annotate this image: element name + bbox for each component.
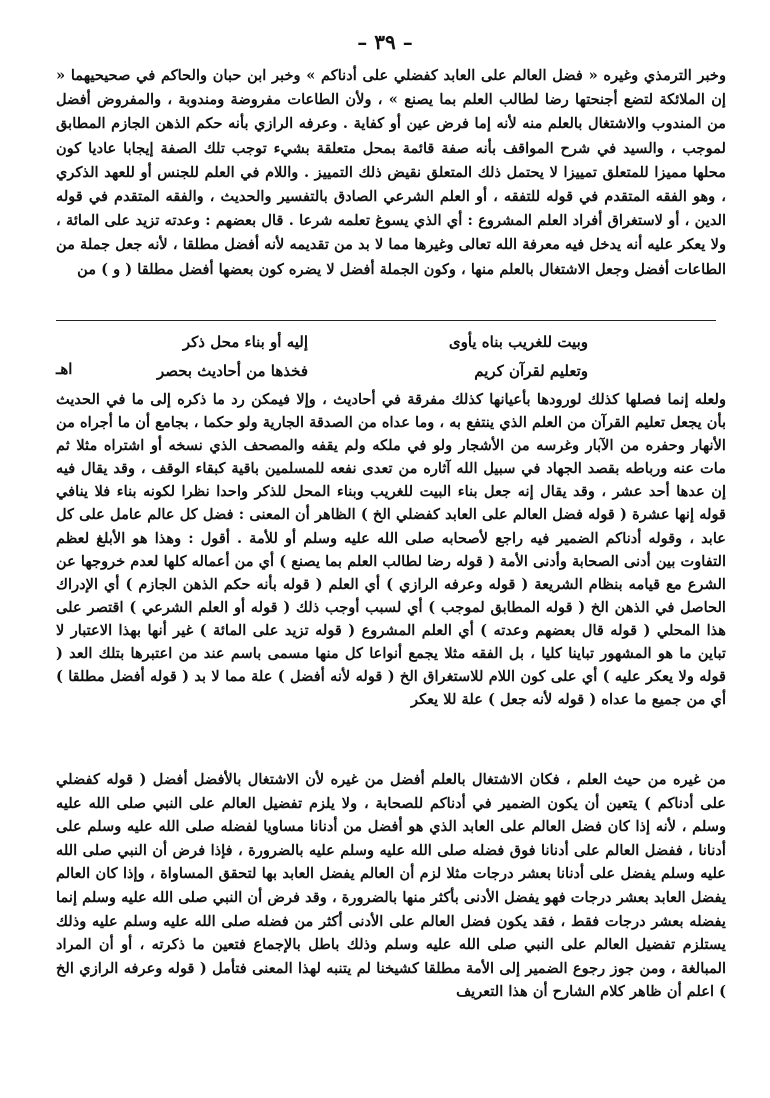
page-number: – ٣٩ – (357, 30, 413, 54)
verse-line-2-first-hemistich: وتعليم لقرآن كريم (474, 362, 588, 380)
commentary-paragraph (56, 388, 726, 711)
verse-end-mark: اهـ (56, 360, 73, 378)
main-text-body: وخبر الترمذي وغيره « فضل العالم على العابد كفضلي على أدناكم » وخبر ابن حبان والحاكم في صحيحيهما « إن الملائكة لتضع أجنحتها رضا لطالب العلم بما يصنع » ، ولأن الطاعات مفروضة ومندوبة ، والمفروض أفضل من المندوب والاشتغال بالعلم منه لأنه إما فرض عين أو كفاية . وعرفه الرازي بأنه حكم الذهن الجازم المطابق لموجب ، والسيد في شرح المواقف بأنه صفة قائمة بمحل متعلقة بشيء توجب تلك الصفة إيجابا عاديا كون محلها مميزا للمتعلق تمييزا لا يحتمل ذلك المتعلق نقيض ذلك التمييز . واللام في العلم للجنس أو للعهد الذكري ، وهو الفقه المتقدم في قوله للتفقه ، أو العلم الشرعي الصادق بالتفسير والحديث ، والفقه المتقدم في قوله الدين ، أو لاستغراق أفراد العلم المشروع : أي الذي يسوغ تعلمه شرعا . قال بعضهم : وعدته تزيد على المائة ، ولا يعكر عليه أنه يدخل فيه معرفة الله تعالى وغيرها مما لا بد من تقديمه لأنه أفضل مطلقا ، لأنه جعل جملة من الطاعات أفضل وجعل الاشتغال بالعلم منها ، وكون الجملة أفضل لا يضره كون بعضها أفضل مطلقا ( و ) من (56, 67, 726, 278)
verse-line-1-second-hemistich: إليه أو بناء محل ذكر (182, 333, 308, 351)
commentary-body: ولعله إنما فصلها كذلك لورودها بأعيانها كذلك مفرقة في أحاديث ، وإلا فيمكن رد ما ذكره إلى ما في الحديث بأن يجعل تعليم القرآن من العلم الذي ينتفع به ، وما عداه من الصدقة الجارية ولو حكما ، بجامع أن ما أجراه من الأنهار وحفره من الآبار وغرسه من الأشجار ولو في ملكه ولم يقفه والمصحف الذي نسخه أو اشتراه مثلا ثم مات عنه ورباطه بقصد الجهاد في سبيل الله آثاره من تعدى نفعه للمسلمين باقية كبقاء الوقف ، وقد يقال فيه إن عدها أحد عشر ، وقد يقال إنه جعل بناء البيت للغريب وبناء المحل للذكر واحدا نظرا لكونه بناء فلا ينافي قوله إنها عشرة ( قوله فضل العالم على العابد كفضلي الخ ) الظاهر أن المعنى : فضل كل عالم عامل على كل عابد ، وقوله أدناكم الضمير فيه راجع لأصحابه صلى الله عليه وسلم أو للأمة . أقول : وهذا هو الأبلغ لعظم التفاوت بين أدنى الصحابة وأدنى الأمة ( قوله رضا لطالب العلم بما يصنع ) أي من أعماله كلها لعدم خروجها عن الشرع مع قيامه بنظام الشريعة ( قوله وعرفه الرازي ) أي العلم ( قوله بأنه حكم الذهن الجازم ) أي الإدراك الحاصل في الذهن الخ ( قوله المطابق لموجب ) أي لسبب أوجب ذلك ( قوله أو العلم الشرعي ) اقتصر على هذا المحلي ( قوله قال بعضهم وعدته ) أي العلم المشروع ( قوله تزيد على المائة ) غير أنها بهذا الاعتبار لا تباين ما هو المشهور تباينا كليا ، بل الفقه مثلا يجمع أنواعا كل منها مسمى باسم عند من اعتبرها بتلك العد ( قوله ولا يعكر عليه ) أي على كون اللام للاستغراق الخ ( قوله لأنه أفضل ) علة مما لا بد ( قوله أفضل مطلقا ) أي من جميع ما عداه ( قوله لأنه جعل ) علة للا يعكر (56, 391, 726, 709)
footnote-separator-rule (56, 320, 716, 321)
gloss-paragraph (56, 768, 726, 1004)
main-text-paragraph (56, 64, 726, 282)
gloss-body: من غيره من حيث العلم ، فكان الاشتغال بالعلم أفضل من غيره لأن الاشتغال بالأفضل أفضل ( قوله كفضلي على أدناكم ) يتعين أن يكون الضمير في أدناكم للصحابة ، ولا يلزم تفضيل العالم على النبي صلى الله عليه وسلم ، لأنه إذا كان فضل العالم على العابد الذي هو أفضل من أدنانا مساويا لفضله صلى الله عليه وسلم على أدنانا ، ففضل العالم على أدنانا فوق فضله صلى الله عليه وسلم عليه بالضرورة ، فإذا فرض أن النبي صلى الله عليه وسلم يفضل على أدنانا بعشر درجات مثلا لزم أن العالم يفضل العابد بها لتحقق المساواة ، وإذا كان العالم يفضل العابد بعشر درجات فهو يفضل الأدنى بأكثر منها بالضرورة ، وقد فرض أن النبي صلى الله عليه وسلم إنما يفضله بعشر درجات فقط ، فقد يكون فضل العالم على الأدنى أكثر من فضله صلى الله عليه وسلم عليه وذلك يستلزم تفضيل العالم على النبي صلى الله عليه وسلم وذلك باطل بالإجماع فتعين ما ذكرته ، أو أن المراد المبالغة ، ومن جوز رجوع الضمير إلى الأمة مطلقا كشيخنا لم يتنبه لهذا المعنى فتأمل ( قوله وعرفه الرازي الخ ) اعلم أن ظاهر كلام الشارح أن هذا التعريف (56, 771, 726, 1001)
verse-line-2-second-hemistich: فخذها من أحاديث بحصر (156, 362, 308, 380)
verse-line-1-first-hemistich: وبيت للغريب بناه يأوى (448, 333, 588, 351)
